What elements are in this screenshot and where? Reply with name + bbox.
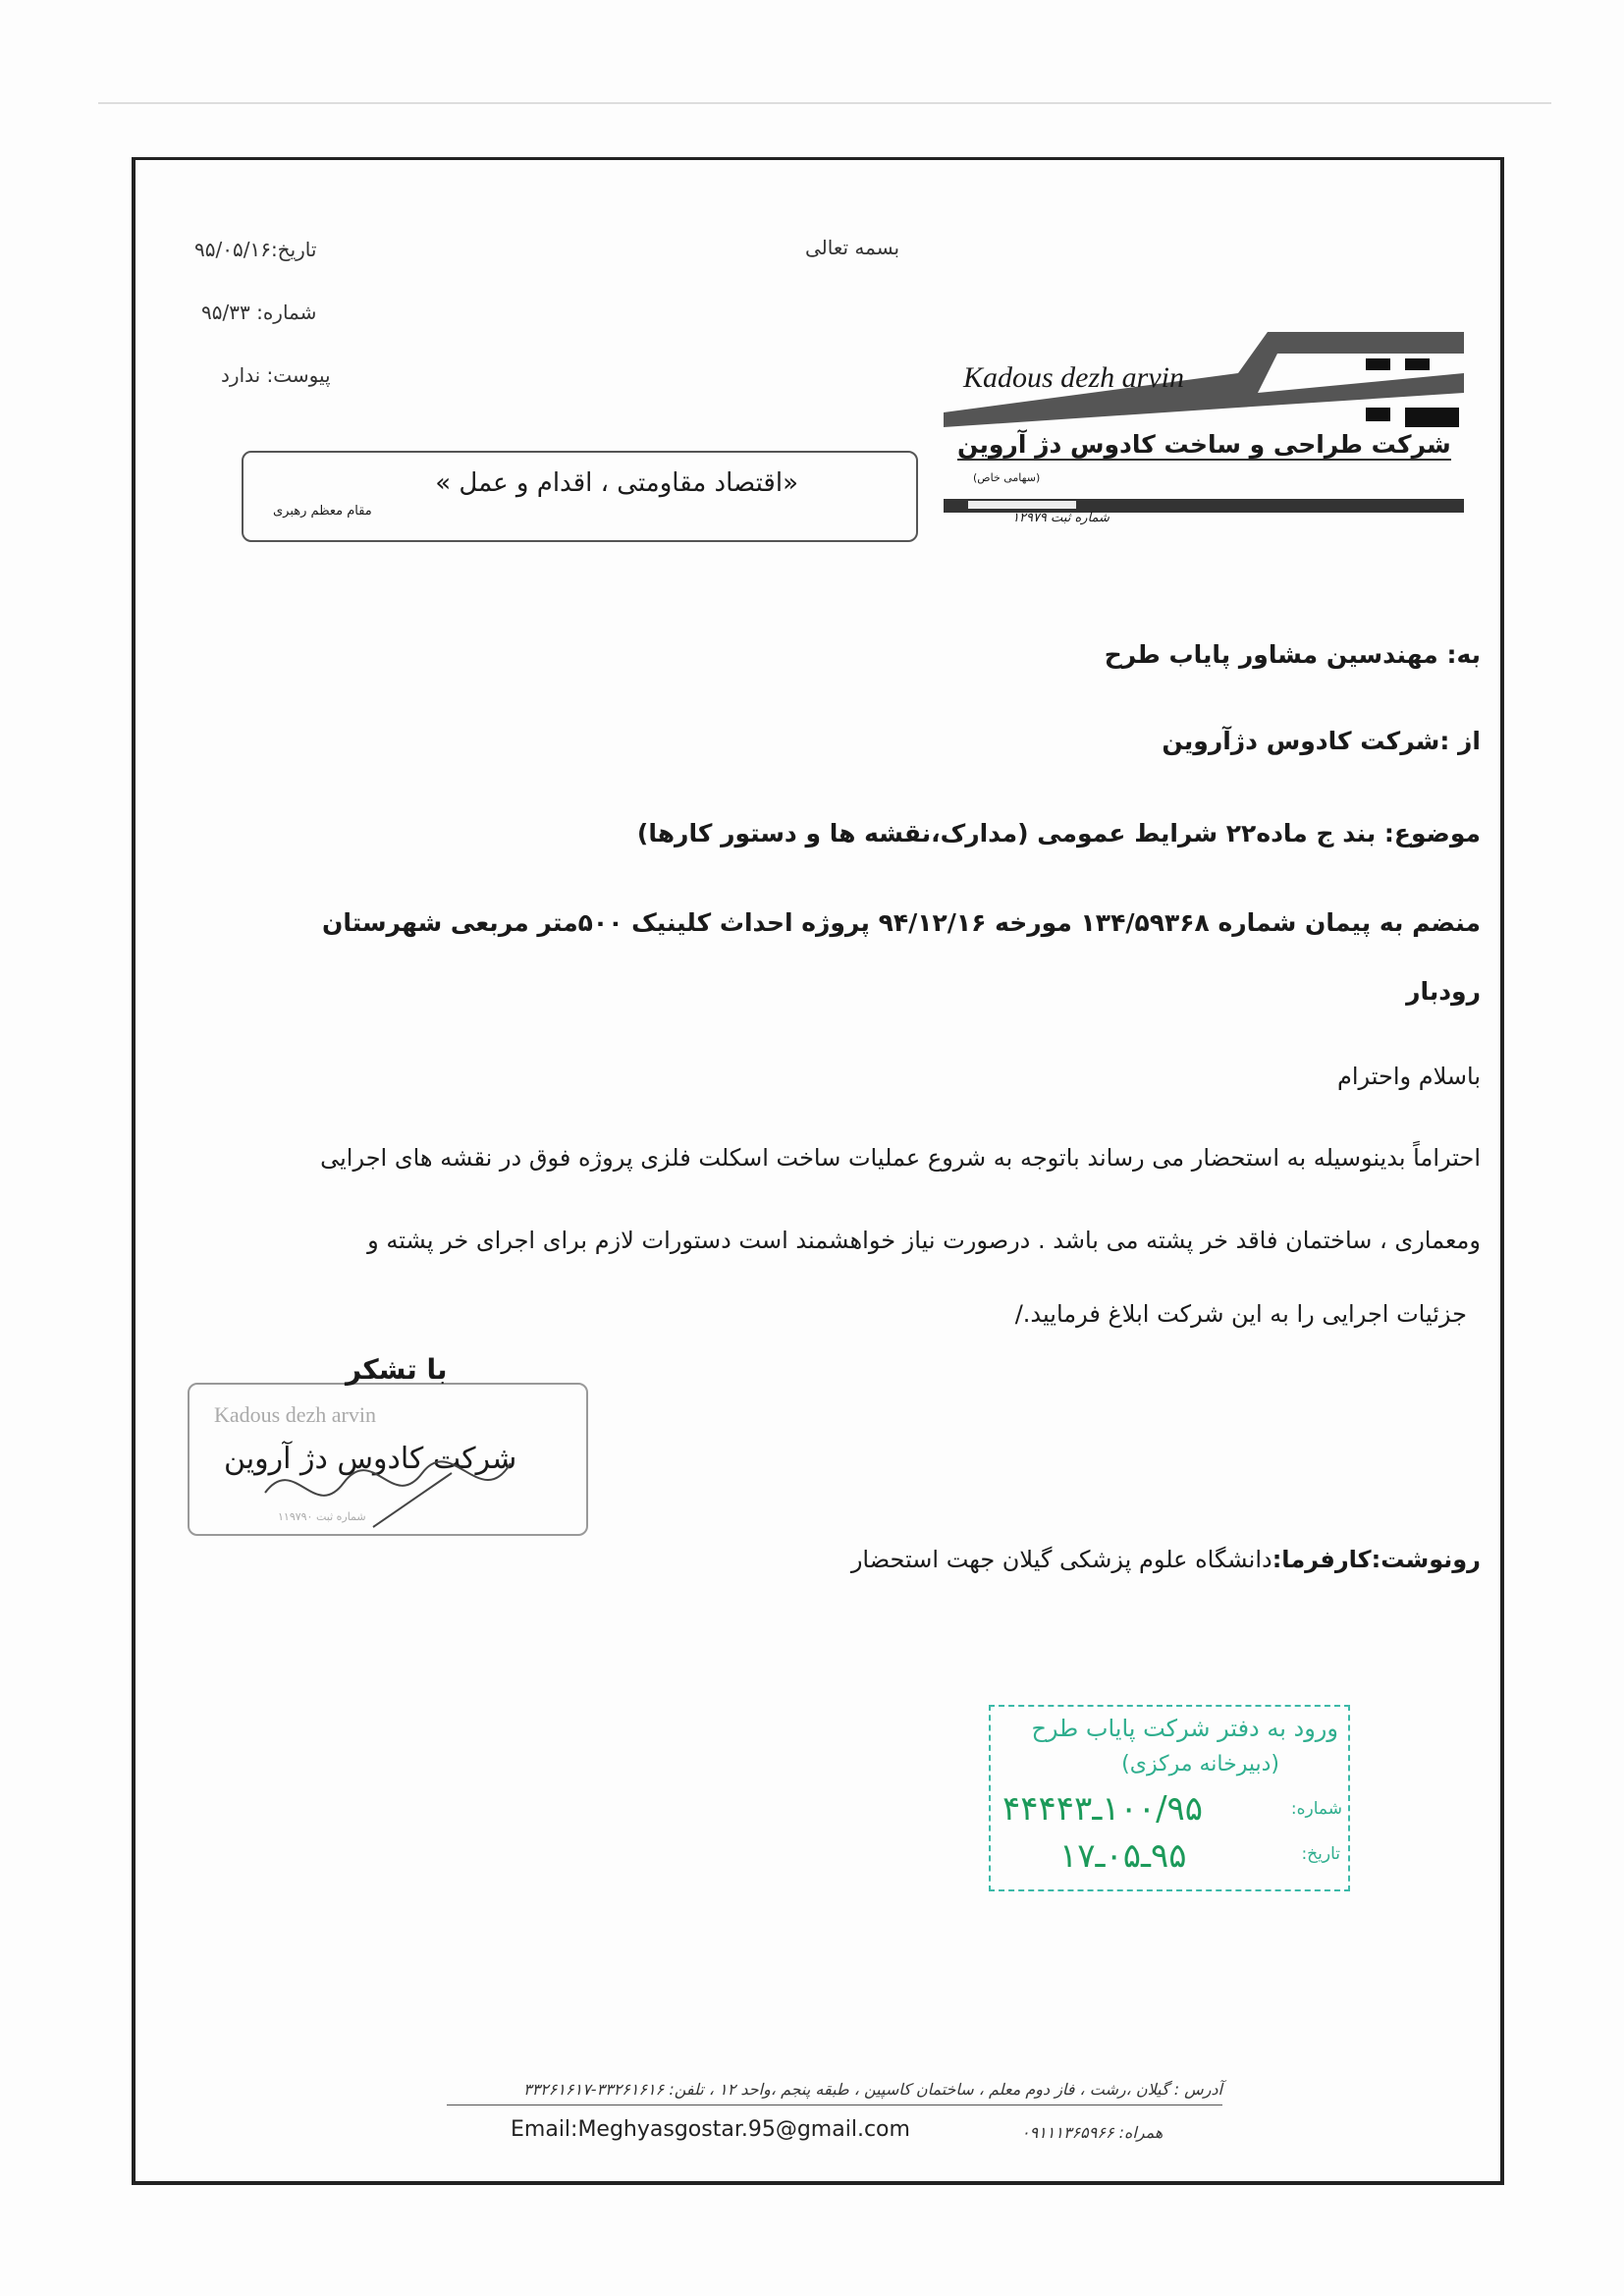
invocation: بسمه تعالی <box>805 236 900 259</box>
subject: موضوع: بند ج ماده۲۲ شرایط عمومی (مدارک،نقشه ها و دستور کارها) <box>636 819 1481 847</box>
attachment-label: پیوست: <box>266 363 331 387</box>
greeting: باسلام واحترام <box>1336 1063 1481 1090</box>
date-label: تاریخ: <box>270 238 317 261</box>
signature-scribble-icon <box>255 1444 550 1532</box>
attachment-value: ندارد <box>221 363 261 387</box>
date-field <box>194 238 316 261</box>
closing: با تشکر <box>346 1353 448 1386</box>
company-logo <box>944 314 1464 526</box>
recipient: به: مهندسین مشاور پایاب طرح <box>1104 640 1481 669</box>
body-line: ومعماری ، ساختمان فاقد خر پشته می باشد . درصورت نیاز خواهشمند است دستورات لازم برای اجرای خر پشته و <box>367 1227 1481 1254</box>
number-label: شماره: <box>256 301 317 324</box>
receipt-date-label: تاریخ: <box>1301 1844 1340 1864</box>
body-line: جزئیات اجرایی را به این شرکت ابلاغ فرمایید./ <box>1014 1300 1467 1328</box>
attachment-field <box>221 363 331 387</box>
signatory: شرکت کادوس دژ آروین <box>224 1442 517 1476</box>
scan-top-line <box>98 102 1551 104</box>
receipt-number-label: شماره: <box>1290 1799 1342 1819</box>
slogan-attribution: مقام معظم رهبری <box>273 504 372 519</box>
receipt-stamp <box>989 1705 1350 1891</box>
stamp-latin-name: Kadous dezh arvin <box>214 1402 376 1427</box>
footer-mobile: همراه: ۰۹۱۱۱۳۶۵۹۶۶ <box>1021 2123 1164 2142</box>
cc-label: رونوشت:کارفرما: <box>1272 1546 1481 1573</box>
logo-registration: شماره ثبت ۱۲۹۷۹ <box>1012 511 1110 525</box>
receipt-subtitle: (دبیرخانه مرکزی) <box>1121 1752 1279 1777</box>
footer-email[interactable]: Email:Meghyasgostar.95@gmail.com <box>511 2117 910 2142</box>
cc-text: دانشگاه علوم پزشکی گیلان جهت استحضار <box>850 1546 1272 1573</box>
sender: از :شرکت کادوس دژآروین <box>1162 727 1481 755</box>
receipt-date-value: ۹۵ـ۰۵ـ۱۷ <box>1059 1836 1187 1876</box>
reference-line-1: منضم به پیمان شماره ۱۳۴/۵۹۳۶۸ مورخه ۹۴/۱۲/۱۶ پروژه احداث کلینیک ۵۰۰متر مربعی شهرستان <box>322 908 1481 937</box>
footer-address: آدرس : گیلان ،رشت ، فاز دوم معلم ، ساختمان کاسپین ، طبقه پنجم ،واحد ۱۲ ، تلفن: ۳۳۲۶۱۶۱۶-۳۳۲۶۱۶۱۷ <box>447 2080 1222 2105</box>
receipt-title: ورود به دفتر شرکت پایاب طرح <box>1031 1715 1338 1742</box>
number-field <box>201 301 316 324</box>
receipt-number-value: ۱۰۰/۹۵ـ۴۴۴۴۳ <box>1002 1789 1204 1829</box>
slogan-banner <box>242 451 918 542</box>
logo-latin-name: Kadous dezh arvin <box>963 361 1184 394</box>
slogan-text: «اقتصاد مقاومتی ، اقدام و عمل » <box>435 468 798 498</box>
cc-line <box>851 1546 1481 1573</box>
reference-line-2: رودبار <box>1406 977 1481 1006</box>
body-line: احتراماً بدینوسیله به استحضار می رساند باتوجه به شروع عملیات ساخت اسکلت فلزی پروژه فوق در نقشه های اجرایی <box>320 1144 1481 1172</box>
logo-company-type: (سهامی خاص) <box>973 471 1041 484</box>
logo-persian-name: شرکت طراحی و ساخت کادوس دژ آروین <box>957 430 1451 459</box>
number-value: ۹۵/۳۳ <box>201 301 250 324</box>
building-logo-icon <box>944 314 1464 526</box>
stamp-registration: شماره ثبت ۱۱۹۷۹۰ <box>278 1510 366 1523</box>
date-value: ۹۵/۰۵/۱۶ <box>194 238 271 261</box>
